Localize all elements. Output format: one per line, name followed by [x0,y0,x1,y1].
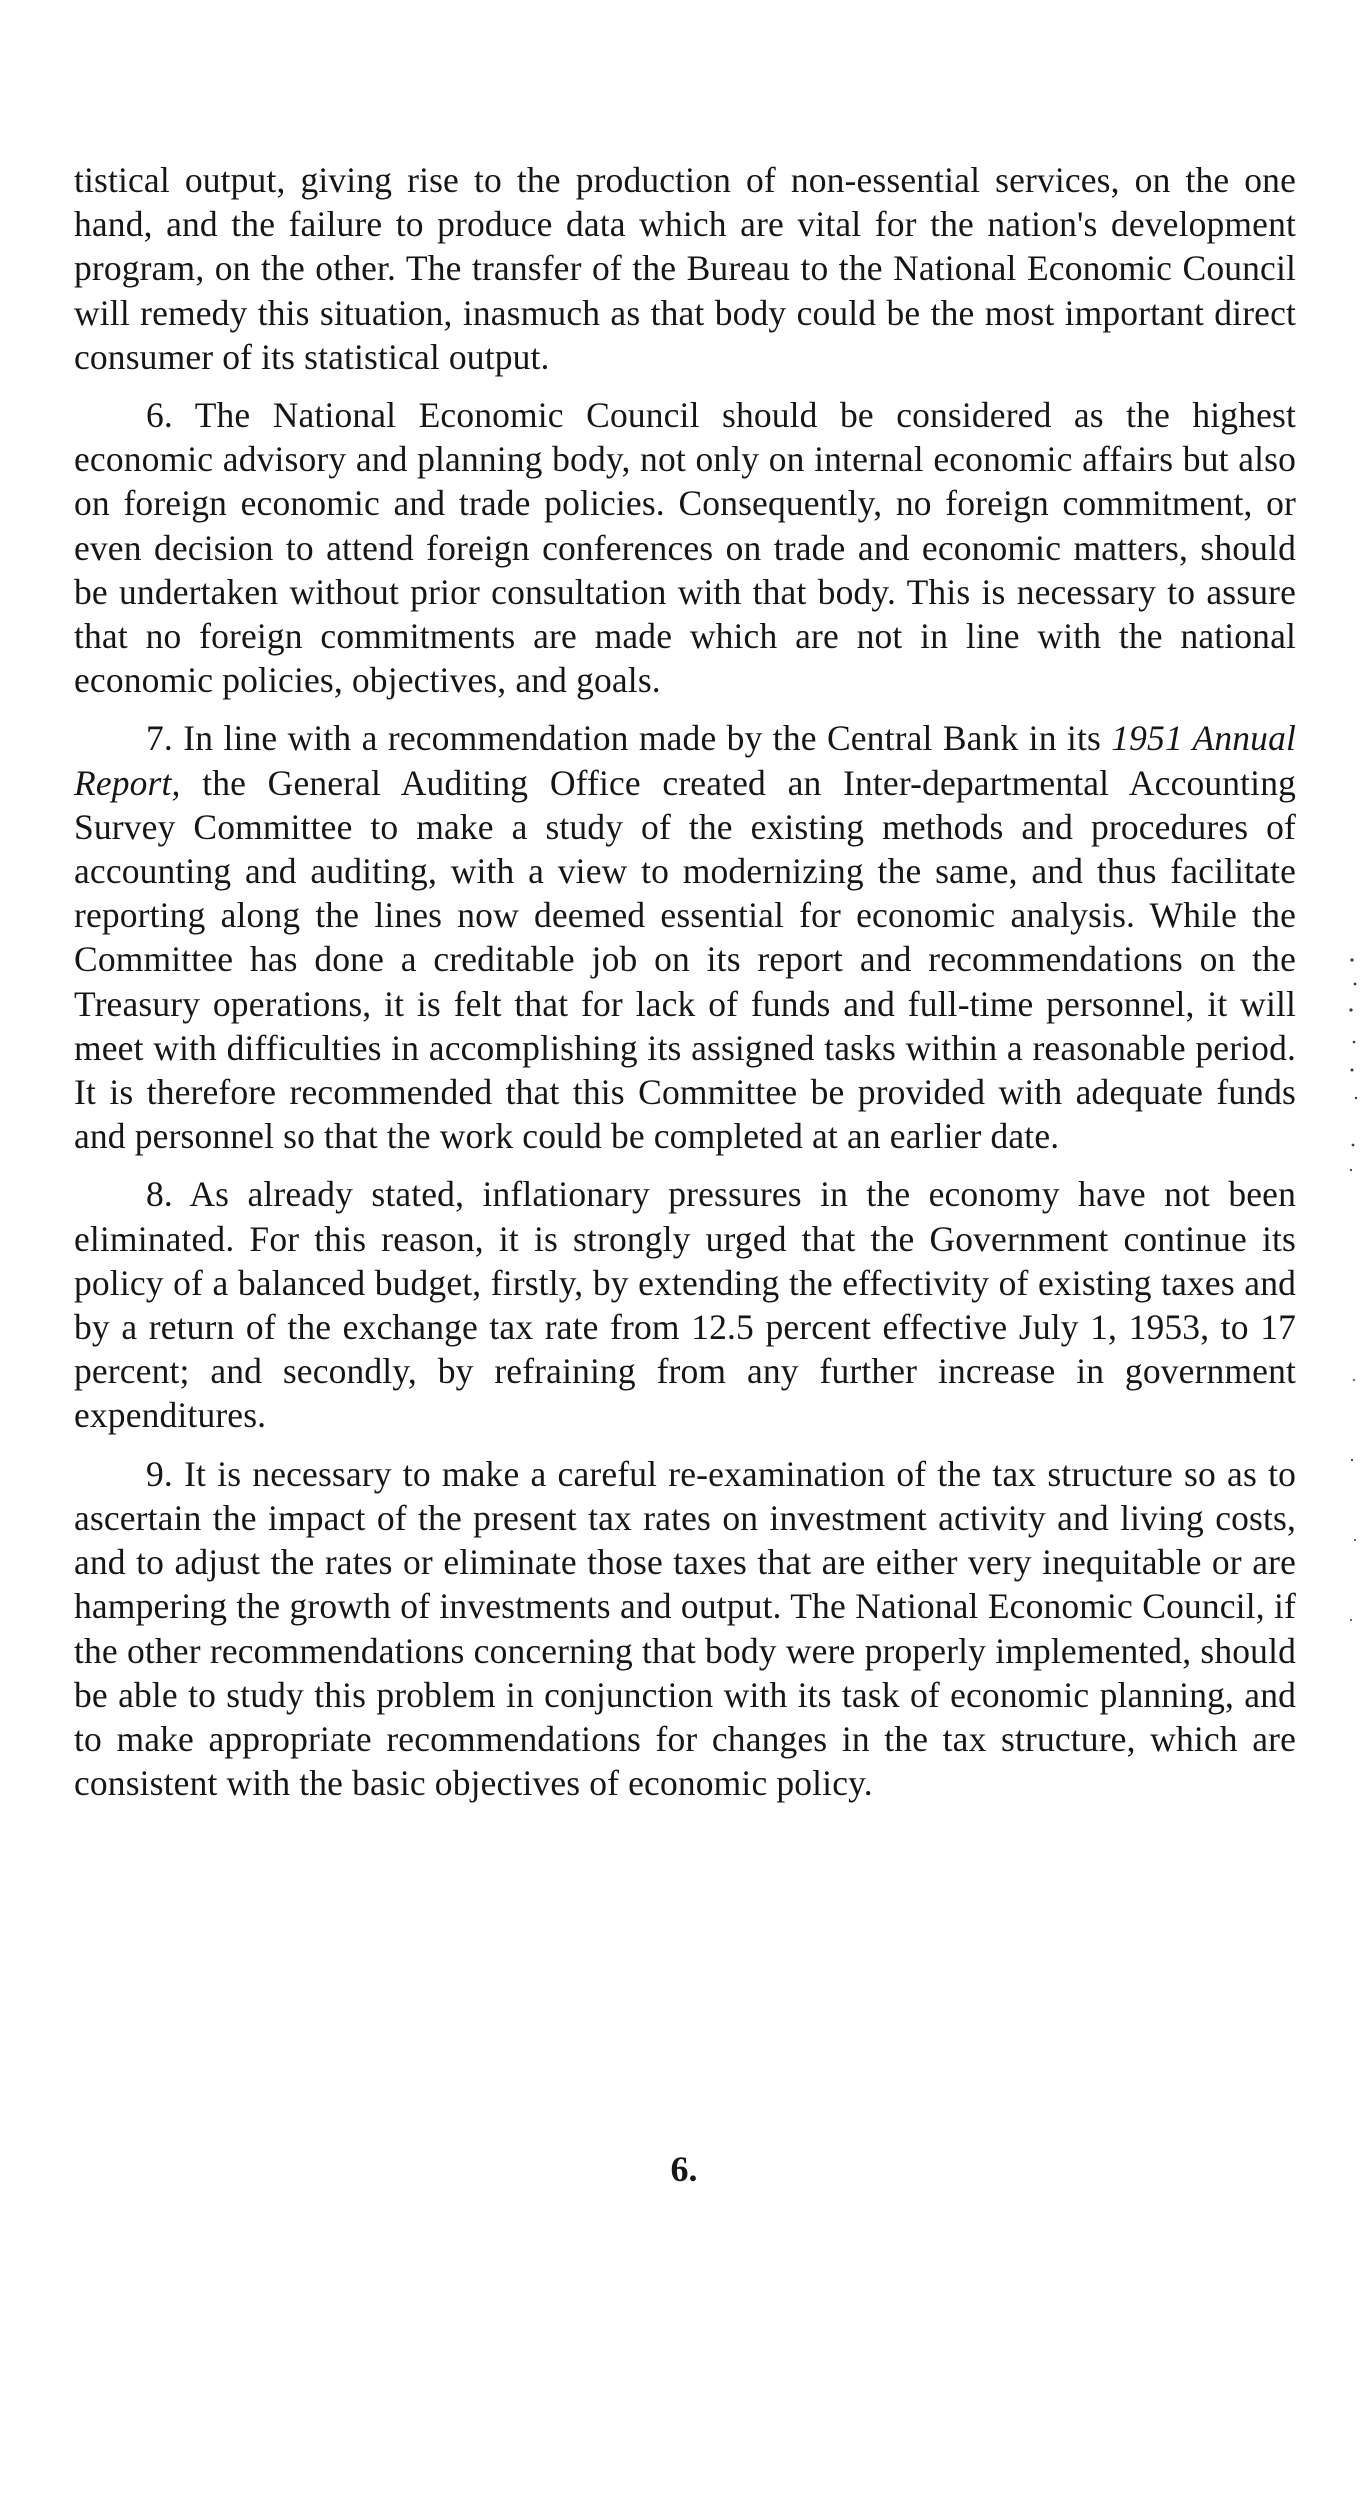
page-number: 6. [670,2149,698,2189]
paragraph-7 [74,716,1296,1158]
paragraph-9: 9. It is necessary to make a careful re-examination of the tax structure so as to ascertain the impact of the present tax rates on investment activity and living costs, and to adjust the rates or eliminate those taxes that are either very inequitable or are hampering the growth of investments and output. The National Economic Council, if the other recommendations concerning that body were properly implemented, should be able to study this problem in conjunction with its task of economic planning, and to make appropriate recommendations for changes in the tax structure, which are consistent with the basic objectives of economic policy. [74,1453,1296,1804]
document-body [74,158,1296,1819]
paragraph-continuation: tistical output, giving rise to the production of non-essential services, on the one hand, and the failure to produce data which are vital for the nation's development program, on the other. The transfer of the Bureau to the National Economic Council will remedy this situation, inasmuch as that body could be the most important direct consumer of its statistical output. [74,160,1296,377]
margin-scan-specks [1346,940,1362,2500]
paragraph-6: 6. The National Economic Council should be considered as the highest economic advisory and planning body, not only on internal economic affairs but also on foreign economic and trade policies. Consequently, no foreign commitment, or even decision to attend foreign conferences on trade and economic matters, should be undertaken without prior consultation with that body. This is necessary to assure that no foreign commitments are made which are not in line with the national economic policies, objectives, and goals. [74,395,1296,701]
report-title: 1951 Annual Report, [74,718,1296,803]
paragraph-7-rest: the General Auditing Office created an Inter-departmental Accounting Survey Committee to make a study of the existing methods and procedures of accounting and auditing, with a view to modernizing the same, and thus facilitate reporting along the lines now deemed essential for economic analysis. While the Committee has done a creditable job on its report and recommendations on the Treasury operations, it is felt that for lack of funds and full-time personnel, it will meet with difficulties in accomplishing its assigned tasks within a reasonable period. It is therefore recommended that this Committee be provided with adequate funds and personnel so that the work could be completed at an earlier date. [74,762,1296,1157]
paragraph-7-lead: 7. In line with a recommendation made by the Central Bank in its [146,718,1112,759]
paragraph-8: 8. As already stated, inflationary pressures in the economy have not been eliminated. For this reason, it is strongly urged that the Government continue its policy of a balanced budget, firstly, by extending the effectivity of existing taxes and by a return of the exchange tax rate from 12.5 percent effective July 1, 1953, to 17 percent; and secondly, by refraining from any further increase in government expenditures. [74,1174,1296,1436]
